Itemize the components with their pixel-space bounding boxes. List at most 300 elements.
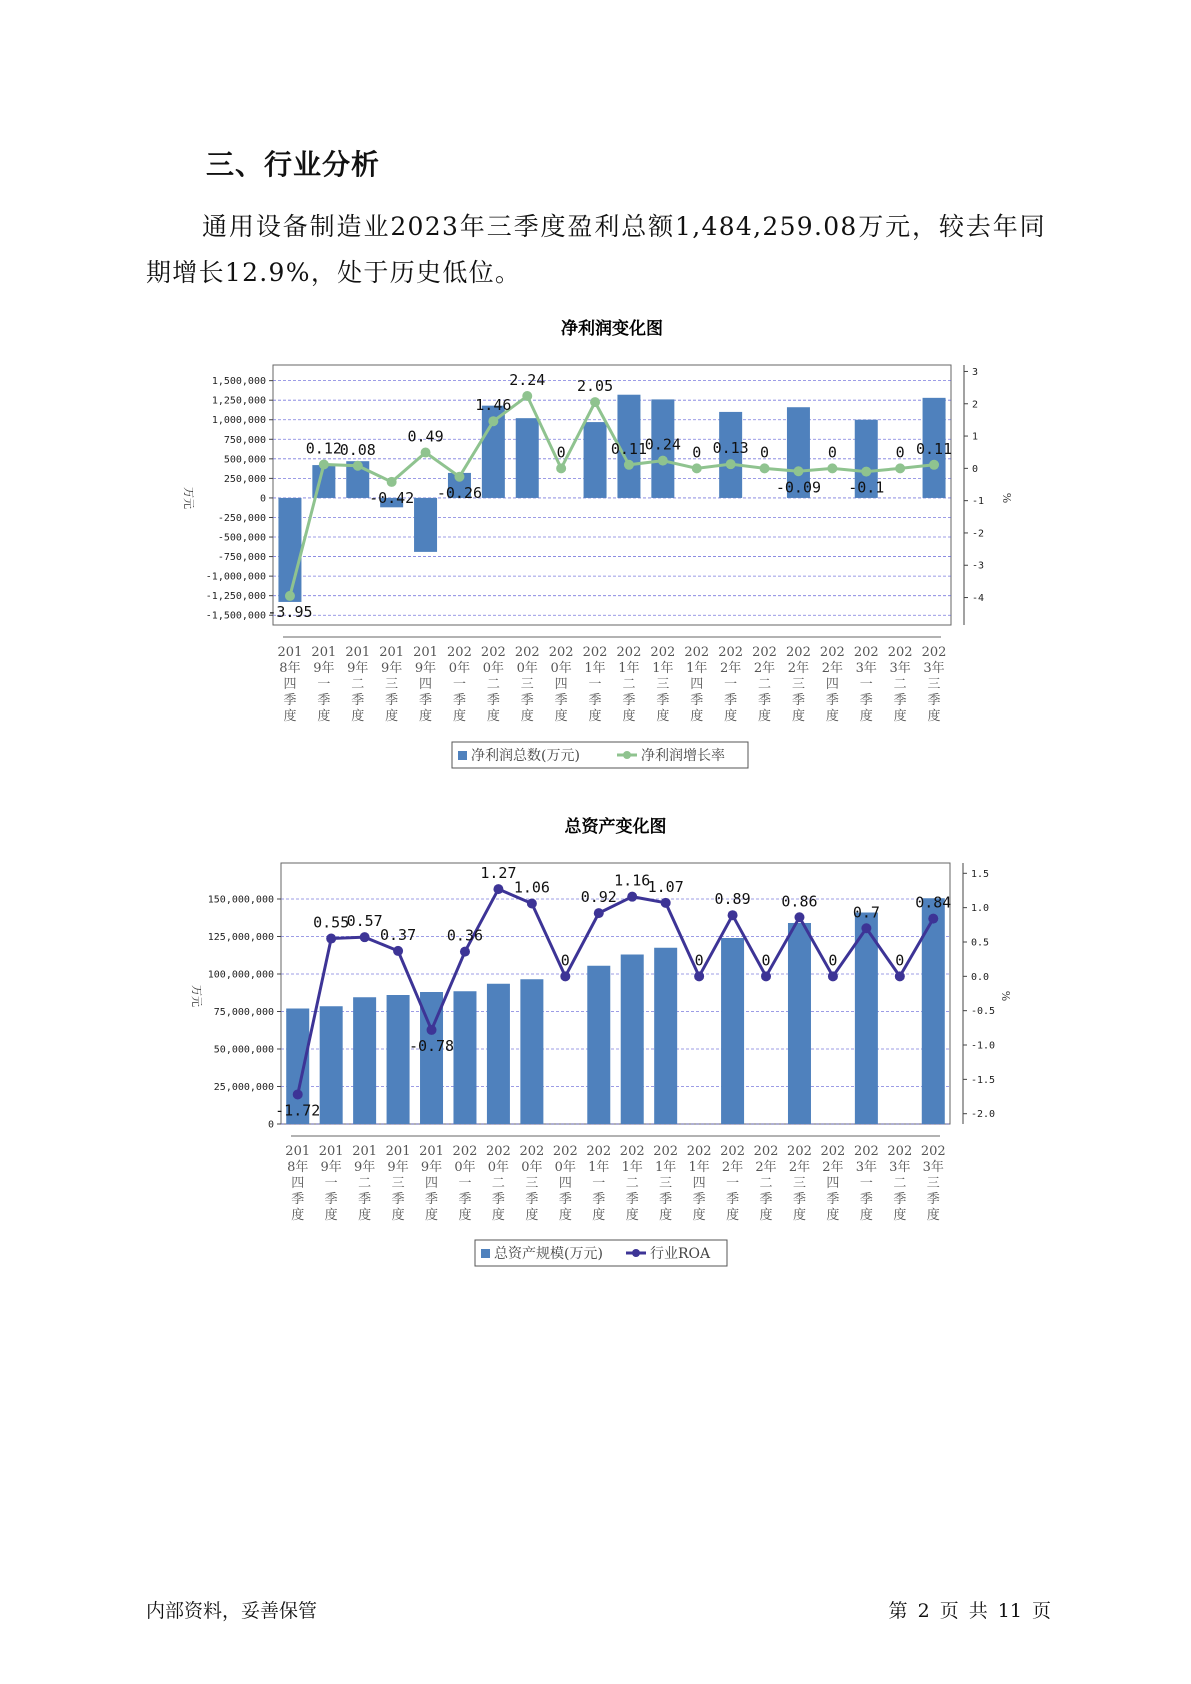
y2-tick-label: 3 [972,366,979,378]
y-axis-title: 万元 [182,487,195,509]
x-tick-label: 1年 [584,661,606,676]
x-tick-label: 201 [352,1144,378,1159]
x-tick-label: 度 [758,709,772,724]
bar [621,955,644,1125]
series-point [929,460,939,470]
x-tick-label: 度 [791,709,805,724]
data-label: 0.84 [915,893,952,912]
x-tick-label: 2年 [721,1160,744,1175]
x-tick-label: 0年 [550,661,572,676]
data-label: -0.09 [775,478,822,497]
data-label: 0.7 [852,903,880,922]
y2-axis-title: % [1000,492,1013,504]
y-tick-label: 50,000,000 [213,1044,274,1056]
series-point [527,899,537,909]
x-tick-label: 度 [726,1208,740,1223]
y-tick-label: 75,000,000 [213,1007,274,1018]
x-tick-label: 季 [759,1192,773,1207]
x-tick-label: 二 [893,677,907,692]
series-point [427,1025,437,1035]
x-tick-label: 度 [486,709,500,724]
x-tick-label: 季 [592,1192,606,1207]
data-label: 0.86 [781,892,818,911]
x-tick-label: 度 [419,709,433,724]
y2-tick-label: -0.5 [971,1006,996,1018]
y2-tick-label: -2 [972,528,985,540]
x-tick-label: 202 [853,645,879,660]
x-tick-label: 201 [277,645,303,660]
data-label: 1.07 [647,877,684,896]
x-tick-label: 度 [859,709,873,724]
x-tick-label: 二 [622,677,636,692]
x-tick-label: 202 [753,1144,779,1159]
data-label: 1.46 [475,396,512,415]
x-tick-label: 度 [927,709,941,724]
data-label: 0 [556,443,566,462]
x-tick-label: 一 [859,1176,873,1191]
data-label: 0.89 [714,890,751,909]
y-tick-label: 500,000 [223,454,266,466]
series-point [488,416,498,426]
footer-page-number: 第 2 页 共 11 页 [888,1600,1051,1622]
y2-tick-label: -1.5 [971,1074,996,1086]
series-point [895,971,905,981]
x-tick-label: 3年 [889,1160,911,1175]
x-tick-label: 季 [317,693,331,708]
series-point [895,463,905,473]
x-tick-label: 度 [283,709,297,724]
x-tick-label: 季 [324,1192,338,1207]
y-tick-label: 100,000,000 [207,969,274,981]
x-tick-label: 度 [558,1208,572,1223]
data-label: 1.27 [480,864,517,883]
x-tick-label: 三 [926,1176,940,1191]
data-label: 0.13 [712,439,749,458]
x-tick-label: 1年 [618,661,640,676]
series-point [353,461,363,471]
x-tick-label: 202 [514,645,540,660]
x-tick-label: 3年 [922,1160,944,1175]
series-point [861,923,871,933]
x-tick-label: 四 [826,1176,840,1191]
data-label: 0 [692,443,702,462]
x-tick-label: 三 [385,677,399,692]
x-tick-label: 一 [317,677,331,692]
y-tick-label: 1,500,000 [211,376,266,388]
data-label: 0 [827,443,837,462]
x-tick-label: 度 [391,1208,405,1223]
series-point [590,397,600,407]
x-tick-label: 一 [324,1176,338,1191]
legend-line-marker [632,1249,640,1257]
data-label: 1.16 [614,871,651,890]
x-tick-label: 度 [724,709,738,724]
section-heading: 三、行业分析 [206,148,381,181]
x-tick-label: 202 [486,1144,511,1159]
legend-bar-swatch [481,1249,490,1258]
x-tick-label: 202 [582,645,608,660]
x-tick-label: 8年 [279,661,301,676]
x-tick-label: 202 [548,645,574,660]
x-tick-label: 四 [283,677,297,692]
x-tick-label: 度 [452,709,466,724]
bar [320,1006,343,1124]
series-point [694,971,704,981]
x-tick-label: 2年 [720,661,742,676]
x-tick-label: 201 [311,645,337,660]
x-tick-label: 201 [285,1144,311,1159]
y-tick-label: -1,250,000 [205,591,266,603]
x-tick-label: 9年 [381,661,403,676]
y2-tick-label: -2.0 [971,1109,996,1121]
x-tick-label: 一 [859,677,873,692]
x-tick-label: 度 [458,1208,472,1223]
x-tick-label: 季 [625,1192,639,1207]
x-tick-label: 季 [358,1192,372,1207]
x-tick-label: 季 [792,1192,806,1207]
x-tick-label: 202 [887,1144,913,1159]
data-label: 0.24 [644,435,681,454]
bar [721,938,744,1124]
chart-title: 净利润变化图 [561,319,663,339]
y-tick-label: 1,000,000 [211,415,266,427]
x-tick-label: 3年 [923,661,945,676]
data-label: 0.37 [380,925,417,944]
x-tick-label: 9年 [387,1160,409,1175]
x-tick-label: 度 [351,709,365,724]
x-tick-label: 202 [686,1144,712,1159]
data-label: 0.57 [346,912,383,931]
x-tick-label: 201 [385,1144,411,1159]
x-tick-label: 季 [486,693,500,708]
x-tick-label: 202 [650,645,676,660]
x-tick-label: 202 [820,1144,846,1159]
data-label: -0.42 [369,488,415,507]
x-tick-label: 1年 [655,1160,677,1175]
x-tick-label: 度 [491,1208,505,1223]
x-tick-label: 度 [893,709,907,724]
bar [855,913,878,1125]
x-tick-label: 202 [921,645,947,660]
x-tick-label: 202 [616,645,642,660]
x-tick-label: 季 [690,693,704,708]
y2-tick-label: 1 [972,431,979,443]
y-tick-label: 150,000,000 [207,894,274,906]
x-tick-label: 0年 [448,661,471,676]
data-label: -0.78 [408,1036,455,1055]
x-tick-label: 季 [726,1192,740,1207]
bar [487,984,510,1124]
data-label: 2.24 [509,371,546,390]
x-tick-label: 季 [283,693,297,708]
x-tick-label: 0年 [487,1160,510,1175]
series-point [493,884,503,894]
data-label: -0.1 [848,478,885,497]
y2-tick-label: -4 [972,593,985,605]
x-tick-label: 201 [379,645,405,660]
x-tick-label: 三 [391,1176,405,1191]
data-label: 0.11 [915,439,953,458]
x-tick-label: 四 [690,677,704,692]
x-tick-label: 度 [592,1208,606,1223]
x-tick-label: 季 [351,693,365,708]
x-tick-label: 8年 [287,1160,309,1175]
y2-tick-label: -1.0 [971,1040,996,1052]
x-tick-label: 季 [425,1192,439,1207]
x-tick-label: 201 [419,1144,444,1159]
bar [387,995,410,1124]
x-tick-label: 度 [554,709,568,724]
x-tick-label: 二 [625,1176,639,1191]
x-tick-label: 季 [859,693,873,708]
x-tick-label: 一 [452,677,466,692]
series-point [827,463,837,473]
x-tick-label: 二 [893,1176,907,1191]
x-tick-label: 度 [759,1208,773,1223]
x-tick-label: 四 [554,677,568,692]
y-tick-label: -1,000,000 [205,571,266,583]
x-tick-label: 1年 [652,661,674,676]
x-tick-label: 四 [425,1176,439,1191]
data-label: 0.49 [407,427,444,446]
series-point [421,448,431,458]
footer-confidential-note: 内部资料，妥善保管 [146,1600,318,1622]
series-point [556,463,566,473]
x-tick-label: 201 [318,1144,344,1159]
x-tick-label: 202 [720,1144,745,1159]
series-point [794,912,804,922]
data-label: 0.55 [313,913,350,932]
x-tick-label: 季 [558,1192,572,1207]
x-tick-label: 2年 [787,661,810,676]
y-tick-label: 0 [267,1119,274,1131]
y2-tick-label: 0.5 [971,937,990,949]
x-tick-label: 二 [358,1176,372,1191]
y-tick-label: 125,000,000 [207,932,274,943]
x-tick-label: 季 [926,1192,940,1207]
series-point [285,591,295,601]
series-point [728,910,738,920]
x-tick-label: 度 [825,709,839,724]
x-tick-label: 202 [480,645,506,660]
x-tick-label: 201 [345,645,371,660]
series-point [319,459,329,469]
x-tick-label: 201 [413,645,438,660]
series-point [861,467,871,477]
x-tick-label: 度 [692,1208,706,1223]
data-label: 0 [560,951,570,970]
y2-tick-label: 1.5 [971,868,990,880]
x-tick-label: 度 [324,1208,338,1223]
x-tick-label: 一 [726,1176,740,1191]
x-tick-label: 季 [859,1192,873,1207]
data-label: 0 [694,951,704,970]
x-tick-label: 季 [452,693,466,708]
legend-bar-label: 总资产规模(万元) [494,1246,603,1262]
x-tick-label: 一 [458,1176,472,1191]
bar [584,422,607,498]
x-tick-label: 1年 [588,1160,610,1175]
y-tick-label: 1,250,000 [211,395,266,407]
x-tick-label: 四 [692,1176,706,1191]
x-tick-label: 二 [758,677,772,692]
x-tick-label: 0年 [516,661,538,676]
x-tick-label: 季 [791,693,805,708]
series-point [760,463,770,473]
x-tick-label: 一 [724,677,738,692]
x-tick-label: 季 [893,693,907,708]
x-tick-label: 202 [752,645,777,660]
series-point [560,971,570,981]
series-point [658,456,668,466]
y2-tick-label: 0 [972,463,979,475]
x-tick-label: 202 [619,1144,645,1159]
series-point [454,472,464,482]
x-tick-label: 2年 [822,1160,844,1175]
y-tick-label: -750,000 [217,552,266,564]
x-tick-label: 202 [452,1144,478,1159]
series-point [627,892,637,902]
x-tick-label: 度 [893,1208,907,1223]
x-tick-label: 度 [525,1208,539,1223]
bar [278,498,301,602]
x-tick-label: 202 [920,1144,946,1159]
x-tick-label: 季 [491,1192,505,1207]
x-tick-label: 季 [724,693,738,708]
x-tick-label: 二 [486,677,500,692]
x-tick-label: 0年 [521,1160,543,1175]
x-tick-label: 度 [656,709,670,724]
x-tick-label: 202 [447,645,472,660]
x-tick-label: 1年 [621,1160,643,1175]
x-tick-label: 度 [625,1208,639,1223]
x-tick-label: 度 [622,709,636,724]
x-tick-label: 9年 [353,1160,376,1175]
x-tick-label: 9年 [420,1160,443,1175]
y-tick-label: -500,000 [217,532,266,544]
data-label: 0.92 [580,888,617,907]
x-tick-label: 2年 [755,1160,777,1175]
x-tick-label: 0年 [482,661,504,676]
data-label: -3.95 [267,602,313,621]
series-point [692,463,702,473]
bar [788,923,811,1124]
x-tick-label: 二 [491,1176,505,1191]
x-tick-label: 二 [759,1176,773,1191]
x-tick-label: 度 [859,1208,873,1223]
x-tick-label: 季 [622,693,636,708]
x-tick-label: 季 [825,693,839,708]
series-point [393,946,403,956]
x-tick-label: 3年 [855,1160,878,1175]
series-point [594,908,604,918]
x-tick-label: 9年 [414,661,437,676]
x-tick-label: 202 [786,645,811,660]
data-label: 0.12 [305,439,342,458]
y2-tick-label: -1 [972,496,985,508]
x-tick-label: 季 [291,1192,305,1207]
x-tick-label: 2年 [821,661,843,676]
x-tick-label: 度 [588,709,602,724]
data-label: 0.11 [610,439,648,458]
series-point [726,459,736,469]
x-tick-label: 三 [791,677,805,692]
x-tick-label: 季 [458,1192,472,1207]
bar [587,966,610,1124]
y-axis-title: 万元 [190,985,203,1007]
x-tick-label: 1年 [688,1160,710,1175]
x-tick-label: 0年 [454,1160,476,1175]
data-label: 0.36 [446,926,484,945]
series-point [761,971,771,981]
data-label: 0.08 [339,440,376,459]
x-tick-label: 三 [520,677,534,692]
x-tick-label: 202 [586,1144,612,1159]
data-label: 0 [760,443,770,462]
x-tick-label: 度 [425,1208,439,1223]
x-tick-label: 二 [351,677,365,692]
x-tick-label: 季 [525,1192,539,1207]
y-tick-label: 750,000 [223,434,266,446]
y-tick-label: 0 [259,493,266,505]
series-point [661,898,671,908]
x-tick-label: 度 [792,1208,806,1223]
x-tick-label: 四 [291,1176,305,1191]
x-tick-label: 202 [519,1144,545,1159]
x-tick-label: 度 [385,709,399,724]
x-tick-label: 季 [391,1192,405,1207]
y-tick-label: -1,500,000 [205,610,266,622]
x-tick-label: 季 [692,1192,706,1207]
x-tick-label: 四 [419,677,433,692]
summary-paragraph: 通用设备制造业2023年三季度盈利总额1,484,259.08万元，较去年同期增长12.9%，处于历史低位。 [146,212,1046,287]
y-tick-label: -250,000 [217,512,266,524]
x-tick-label: 1年 [686,661,708,676]
x-tick-label: 季 [758,693,772,708]
x-tick-label: 202 [853,1144,879,1159]
x-tick-label: 202 [819,645,845,660]
x-tick-label: 9年 [320,1160,342,1175]
x-tick-label: 季 [588,693,602,708]
data-label: -0.26 [436,483,483,502]
legend-line-marker [623,751,631,759]
bar [353,997,376,1124]
x-tick-label: 季 [893,1192,907,1207]
data-label: 1.06 [513,878,550,897]
x-tick-label: 度 [358,1208,372,1223]
bar [516,418,539,498]
series-point [387,477,397,487]
series-point [928,914,938,924]
x-tick-label: 三 [659,1176,673,1191]
x-tick-label: 季 [826,1192,840,1207]
y2-tick-label: 2 [972,399,979,411]
data-label: -1.72 [275,1101,321,1120]
x-tick-label: 四 [825,677,839,692]
x-tick-label: 一 [588,677,602,692]
x-tick-label: 季 [419,693,433,708]
series-point [624,460,634,470]
x-tick-label: 季 [927,693,941,708]
x-tick-label: 2年 [753,661,776,676]
x-tick-label: 度 [291,1208,305,1223]
data-label: 2.05 [576,377,614,396]
data-label: 0 [895,951,905,970]
x-tick-label: 度 [826,1208,840,1223]
x-tick-label: 3年 [889,661,911,676]
y-tick-label: 25,000,000 [213,1082,274,1093]
x-tick-label: 季 [656,693,670,708]
